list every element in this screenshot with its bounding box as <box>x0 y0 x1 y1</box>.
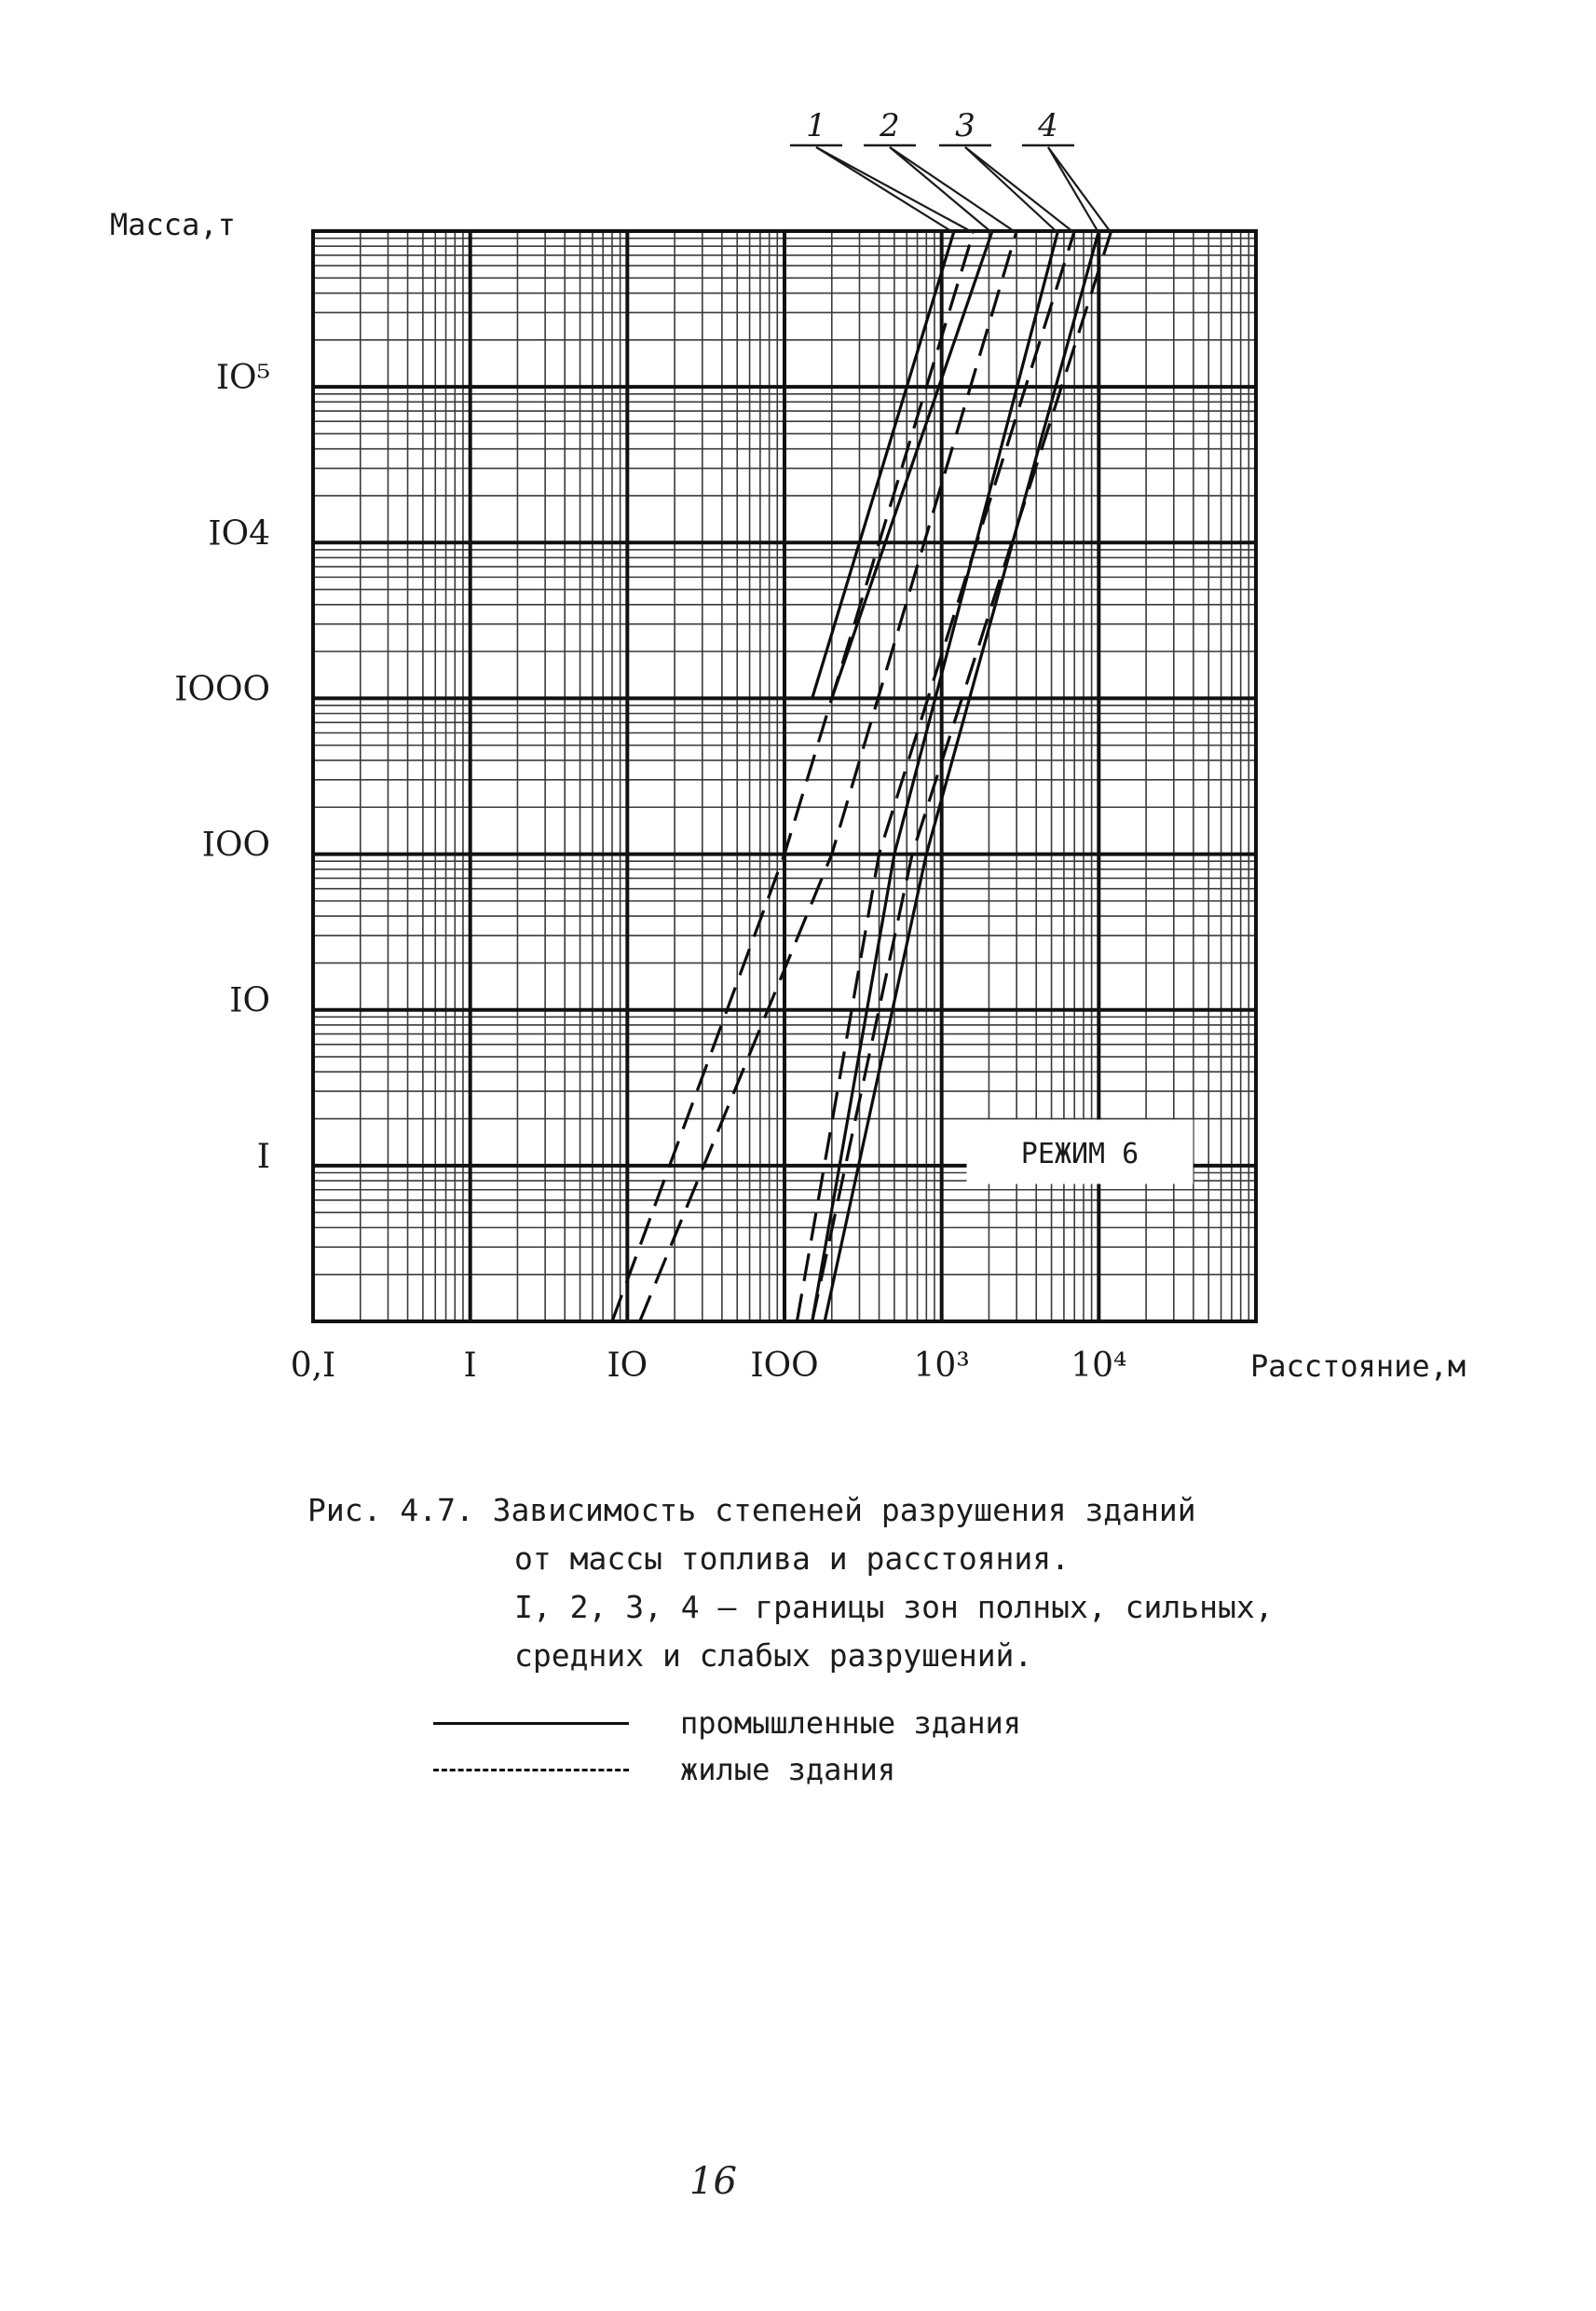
callout-leader-line <box>890 147 992 233</box>
series-callout-label: 1 <box>806 107 826 144</box>
x-tick-label: 10⁴ <box>1071 1347 1127 1385</box>
legend-solid-label: промышленные здания <box>680 1705 1022 1741</box>
y-axis-label: Масса,т <box>110 207 236 242</box>
legend-solid-swatch <box>433 1722 629 1725</box>
page-number: 16 <box>689 2160 737 2203</box>
callout-leader-line <box>965 147 1058 233</box>
series-callouts <box>790 107 1112 233</box>
callout-leader-line <box>816 147 974 233</box>
series-callout-label: 3 <box>955 107 975 144</box>
x-tick-labels <box>291 1347 1127 1385</box>
y-tick-label: IO <box>229 981 270 1020</box>
legend-item-dashed <box>429 1752 1174 1798</box>
callout-leader-line <box>890 147 1016 233</box>
legend-item-solid <box>429 1705 1174 1752</box>
series-2-solid-line <box>832 231 992 698</box>
series-1-solid-line <box>812 231 954 698</box>
x-tick-label: 10³ <box>913 1347 970 1385</box>
annotation-text: РЕЖИМ 6 <box>1020 1138 1139 1170</box>
y-tick-label: IOO <box>201 826 270 865</box>
callout-leader-line <box>1048 147 1098 233</box>
caption-line-3: I, 2, 3, 4 – границы зон полных, сильных, <box>514 1589 1274 1625</box>
legend-dashed-swatch <box>433 1769 629 1771</box>
x-tick-label: IOO <box>750 1347 819 1385</box>
callout-leader-line <box>816 147 954 233</box>
caption-line-1: Рис. 4.7. Зависимость степеней разрушения зданий <box>307 1492 1196 1528</box>
regime-annotation <box>967 1120 1193 1183</box>
y-tick-labels <box>174 359 270 1176</box>
x-axis-label: Расстояние,м <box>1250 1348 1466 1384</box>
y-tick-label: IO⁵ <box>215 359 270 398</box>
series-callout-label: 4 <box>1038 107 1058 144</box>
x-tick-label: 0,I <box>290 1347 336 1385</box>
y-tick-label: IO4 <box>208 514 270 554</box>
series-callout-label: 2 <box>880 107 900 144</box>
legend <box>429 1705 1174 1798</box>
figure-caption <box>307 1486 1274 1680</box>
y-tick-label: IOOO <box>174 670 270 709</box>
x-tick-label: IO <box>607 1347 648 1385</box>
caption-line-2: от массы топлива и расстояния. <box>514 1540 1071 1577</box>
x-tick-label: I <box>463 1347 477 1385</box>
caption-line-4: средних и слабых разрушений. <box>514 1637 1033 1674</box>
y-tick-label: I <box>256 1137 270 1176</box>
legend-dashed-label: жилые здания <box>680 1752 896 1787</box>
